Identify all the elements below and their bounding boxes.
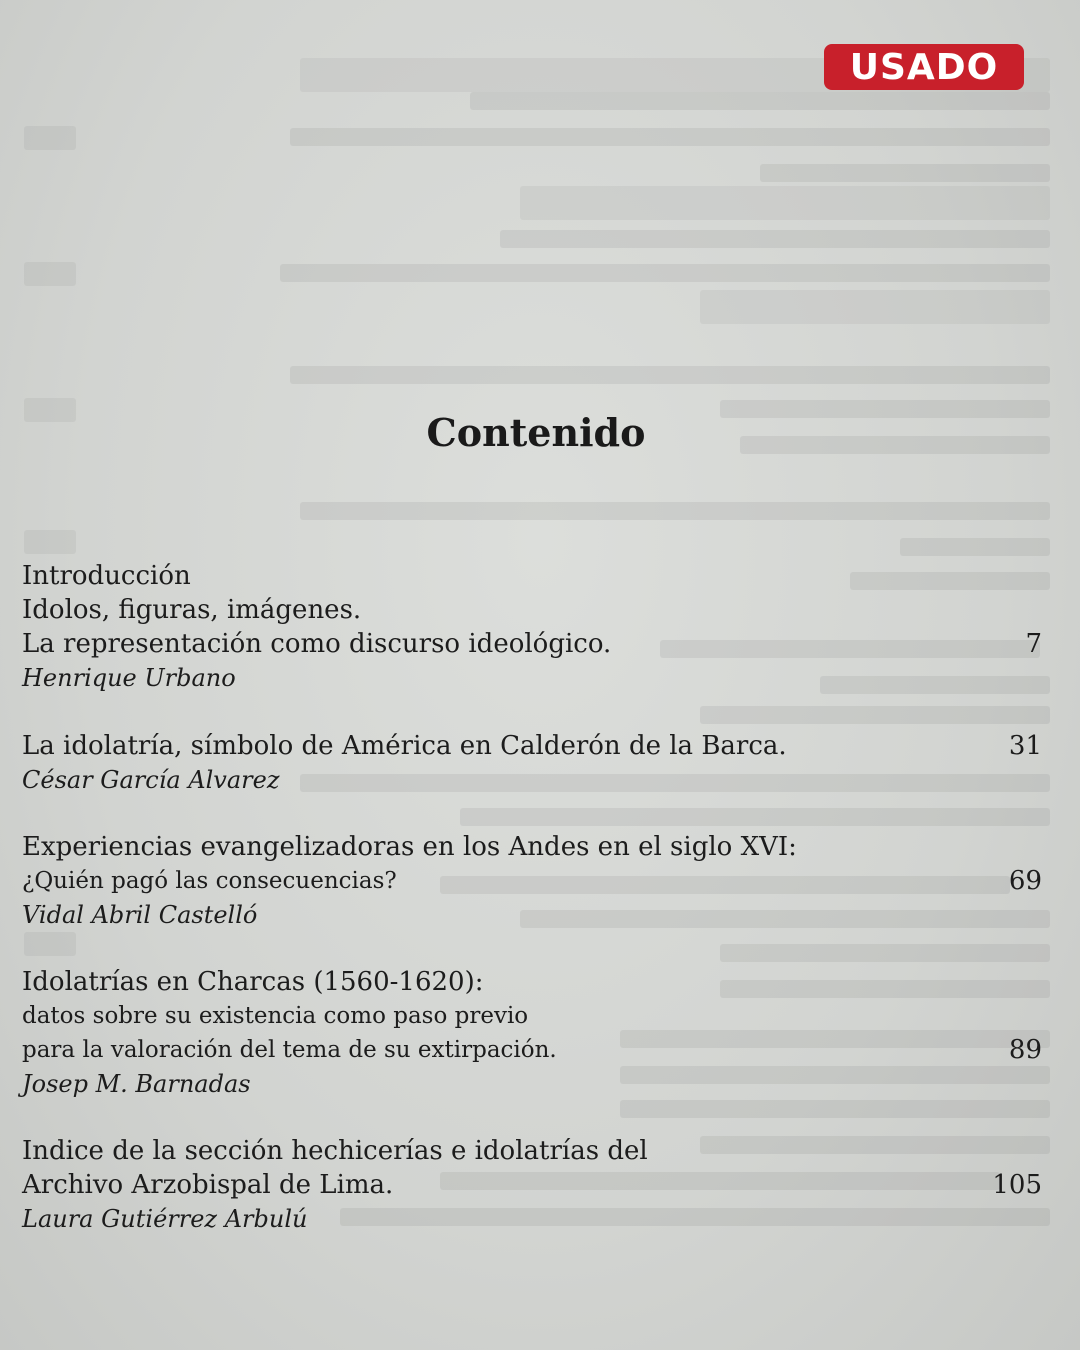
entry-line: Introducción — [22, 561, 191, 591]
page-number: 31 — [1008, 731, 1042, 761]
page-number: 105 — [992, 1170, 1042, 1200]
page-number: 7 — [1025, 629, 1042, 659]
entry-line: datos sobre su existencia como paso previo — [22, 1003, 529, 1029]
page-title: Contenido — [426, 410, 646, 455]
page-number: 89 — [1008, 1035, 1042, 1065]
entry-line: Idolatrías en Charcas (1560-1620): — [22, 967, 484, 997]
toc-entry-4 — [22, 965, 1042, 1101]
entry-line: La representación como discurso ideológico. — [22, 629, 612, 659]
entry-author: Laura Gutiérrez Arbulú — [22, 1205, 308, 1233]
entry-line: Indice de la sección hechicerías e idolatrías del — [22, 1136, 648, 1166]
used-badge: USADO — [824, 44, 1024, 90]
entry-author: César García Alvarez — [22, 766, 280, 794]
entry-author: Vidal Abril Castelló — [22, 901, 258, 929]
toc-entry-3 — [22, 830, 1042, 932]
entry-line: Idolos, figuras, imágenes. — [22, 595, 362, 625]
toc-entry-2 — [22, 729, 1042, 797]
entry-line: La idolatría, símbolo de América en Calderón de la Barca. — [22, 731, 787, 761]
entry-line: ¿Quién pagó las consecuencias? — [22, 868, 397, 894]
entry-line: Archivo Arzobispal de Lima. — [22, 1170, 394, 1200]
entry-line: para la valoración del tema de su extirpación. — [22, 1037, 557, 1063]
entry-line: Experiencias evangelizadoras en los Andes en el siglo XVI: — [22, 832, 797, 862]
toc-entry-5 — [22, 1134, 1042, 1236]
toc-entry-1 — [22, 559, 1042, 695]
page-number: 69 — [1008, 866, 1042, 896]
entry-author: Josep M. Barnadas — [22, 1070, 251, 1098]
entry-author: Henrique Urbano — [22, 664, 236, 692]
